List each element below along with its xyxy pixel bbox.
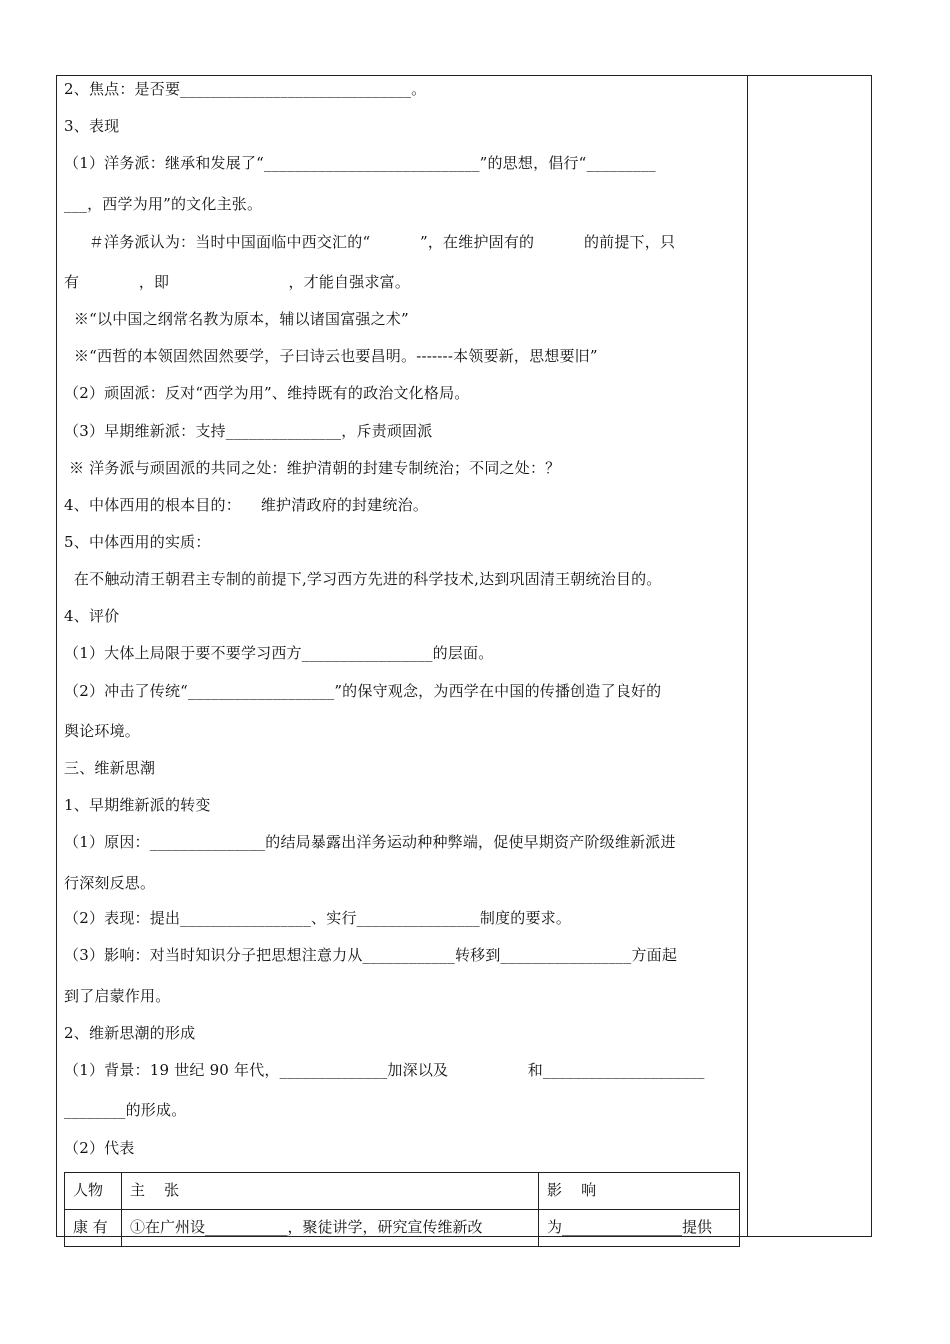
table-cell: 为________________提供: [539, 1210, 740, 1247]
text-line: 4、中体西用的根本目的： 维护清政府的封建统治。: [64, 496, 429, 514]
text-line: 4、评价: [64, 607, 120, 625]
text-line: ___，西学为用”的文化主张。: [64, 195, 263, 213]
text-line: 2、焦点：是否要______________________________。: [64, 80, 427, 98]
text-line: （1）背景：19 世纪 90 年代，______________加深以及 和_____________________: [64, 1061, 705, 1079]
column-divider: [747, 75, 748, 1237]
text-line: 有 ，即 ，才能自强求富。: [64, 273, 411, 291]
table-cell: ①在广州设___________，聚徒讲学，研究宣传维新改: [122, 1210, 539, 1247]
section-heading: 三、维新思潮: [64, 759, 156, 777]
text-line: 舆论环境。: [64, 722, 141, 740]
text-line: 到了启蒙作用。: [64, 987, 171, 1005]
text-line: （2）表现：提出_________________、实行________________制度的要求。: [64, 909, 572, 927]
text-line: （3）早期维新派：支持_______________，斥责顽固派: [64, 422, 433, 440]
text-line: 2、维新思潮的形成: [64, 1024, 196, 1042]
quote-line: ※“西哲的本领固然固然要学，子曰诗云也要昌明。-------本领要新，思想要旧”: [64, 347, 598, 365]
text-line: 5、中体西用的实质：: [64, 533, 211, 551]
text-line: （1）原因：_______________的结局暴露出洋务运动种种弊端，促使早期资产阶级维新派进: [64, 833, 676, 851]
table-header-row: [65, 1173, 740, 1210]
text-line: （2）顽固派：反对“西学为用”、维持既有的政治文化格局。: [64, 384, 470, 402]
table-cell: 康 有: [65, 1210, 122, 1247]
text-line: ________的形成。: [64, 1101, 187, 1119]
text-line: （2）代表: [64, 1139, 135, 1157]
text-line: （2）冲击了传统“___________________”的保守观念，为西学在中国的传播创造了良好的: [64, 682, 662, 700]
text-line: （1）洋务派：继承和发展了“____________________________”的思想，倡行“_________: [64, 154, 656, 172]
text-line: （3）影响：对当时知识分子把思想注意力从____________转移到_________________方面起: [64, 946, 678, 964]
text-line: ＃洋务派认为：当时中国面临中西交汇的“ ”，在维护固有的 的前提下，只: [64, 233, 676, 251]
text-line: 行深刻反思。: [64, 874, 156, 892]
quote-line: ※“以中国之纲常名教为原本，辅以诸国富强之术”: [64, 310, 409, 328]
representatives-table: [64, 1172, 740, 1247]
text-line: 3、表现: [64, 117, 120, 135]
table-row: [65, 1210, 740, 1247]
table-header-cell: 人物: [65, 1173, 122, 1210]
text-line: 1、早期维新派的转变: [64, 796, 211, 814]
table-header-cell: 主 张: [122, 1173, 539, 1210]
text-line: ※ 洋务派与顽固派的共同之处：维护清朝的封建专制统治；不同之处：？: [64, 459, 561, 477]
table-header-cell: 影 响: [539, 1173, 740, 1210]
text-line: 在不触动清王朝君主专制的前提下,学习西方先进的科学技术,达到巩固清王朝统治目的。: [64, 570, 662, 588]
text-line: （1）大体上局限于要不要学习西方_________________的层面。: [64, 644, 494, 662]
